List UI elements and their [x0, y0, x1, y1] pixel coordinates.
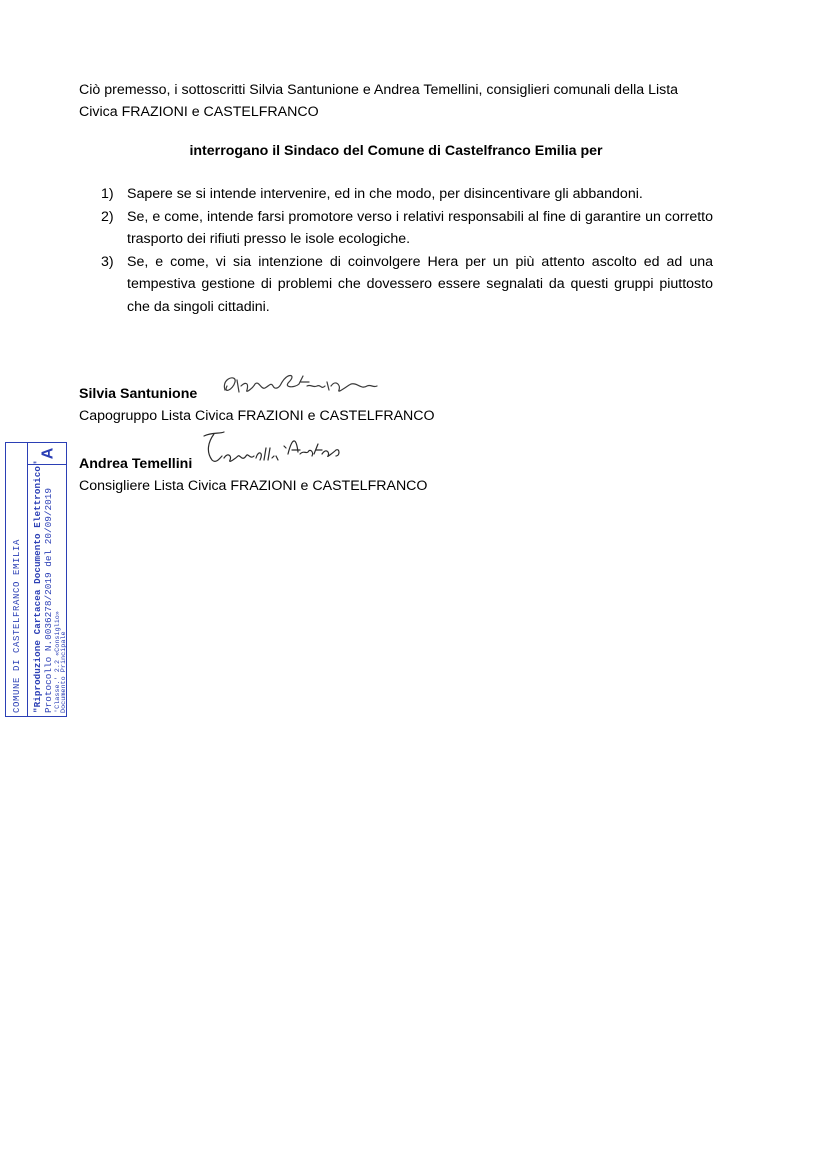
stamp-riproduzione: "Riproduzione Cartacea Documento Elettronico" — [32, 460, 43, 713]
stamp-divider — [27, 443, 28, 716]
request-list — [79, 183, 713, 318]
list-item-number: 1) — [101, 186, 114, 202]
signer-role: Consigliere Lista Civica FRAZIONI e CASTELFRANCO — [79, 478, 428, 494]
list-item-text: Sapere se si intende intervenire, ed in che modo, per disincentivare gli abbandoni. — [127, 186, 643, 202]
signer-name: Silvia Santunione — [79, 386, 198, 402]
stamp-documento: Documento Principale — [60, 631, 68, 713]
stamp-letter: A — [39, 447, 56, 460]
intro-paragraph: Ciò premesso, i sottoscritti Silvia Santunione e Andrea Temellini, consiglieri comunali della Lista Civica FRAZIONI e CASTELFRANCO — [79, 82, 679, 120]
stamp-protocollo: Protocollo N.0036278/2019 del 20/09/2019 — [43, 487, 54, 713]
signer-name: Andrea Temellini — [79, 456, 193, 472]
stamp-comune: COMUNE DI CASTELFRANCO EMILIA — [12, 538, 22, 713]
handwritten-signature-temellini — [202, 428, 342, 468]
list-item — [79, 251, 713, 319]
list-item-text: Se, e come, intende farsi promotore verso i relativi responsabili al fine di garantire un corretto trasporto dei rifiuti presso le isole ecologiche. — [127, 208, 713, 247]
list-item-text: Se, e come, vi sia intenzione di coinvolgere Hera per un più attento ascolto ed ad una tempestiva gestione di problemi che dovessero essere segnalati da questi gruppi piuttosto che da singoli cittadini. — [127, 253, 713, 315]
protocol-stamp — [5, 442, 67, 717]
list-item — [79, 206, 713, 251]
list-item-number: 2) — [101, 208, 114, 225]
handwritten-signature-santunione — [215, 368, 385, 400]
interrogation-heading: interrogano il Sindaco del Comune di Castelfranco Emilia per — [189, 143, 603, 159]
list-item — [79, 183, 713, 206]
stamp-classe: 'Classe.' 2.2 «Consiglio» — [54, 611, 62, 713]
signer-role: Capogruppo Lista Civica FRAZIONI e CASTELFRANCO — [79, 408, 435, 424]
list-item-number: 3) — [101, 253, 114, 270]
